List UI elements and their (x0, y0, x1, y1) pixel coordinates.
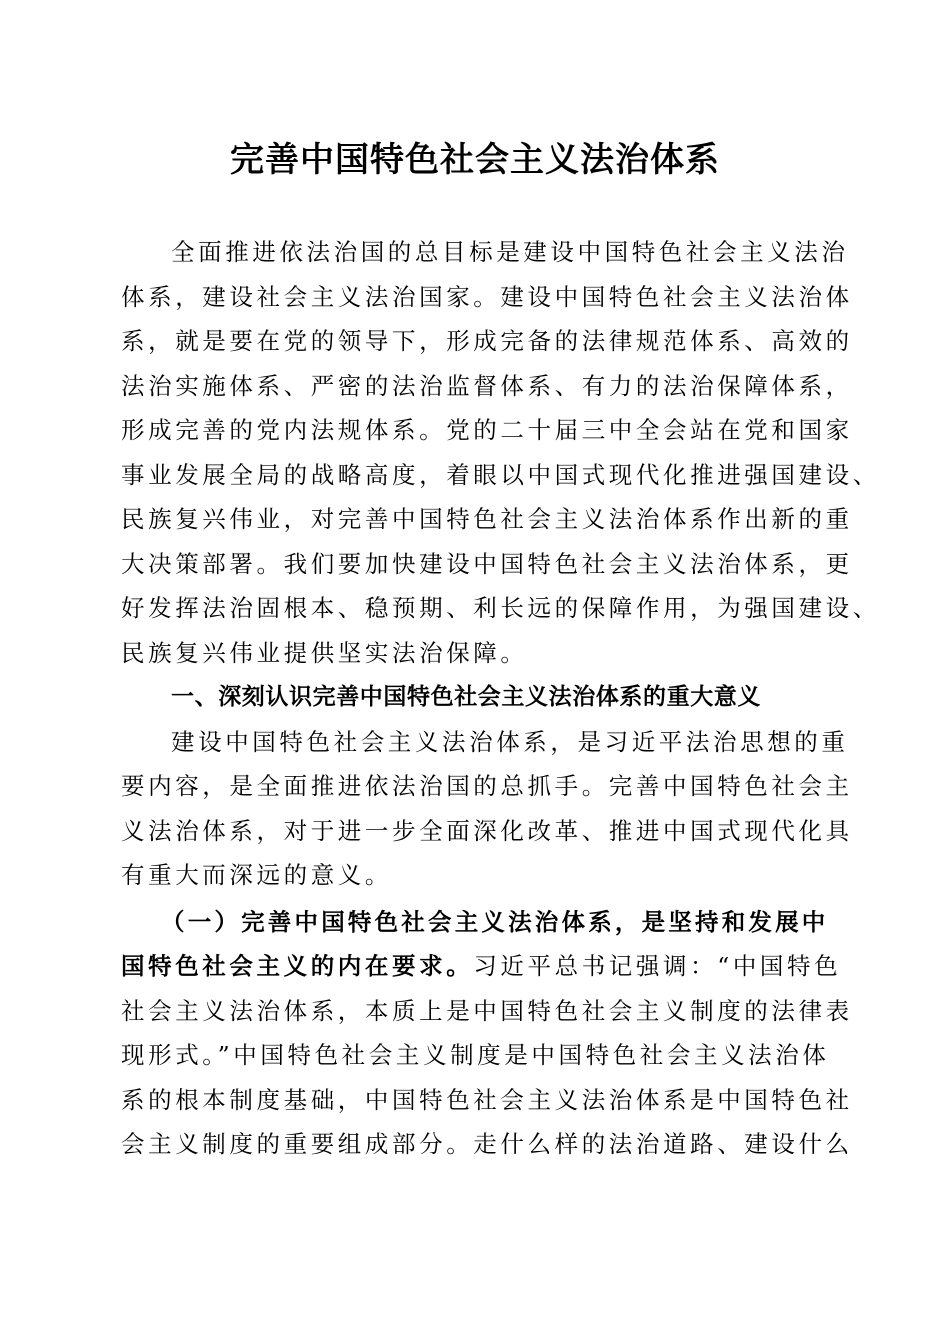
subsection-paragraph-line: 系的根本制度基础，中国特色社会主义法治体系是中国特色社 (121, 1085, 853, 1114)
document-body (121, 230, 880, 1167)
section-paragraph-line: 义法治体系，对于进一步全面深化改革、推进中国式现代化具 (121, 816, 853, 845)
intro-paragraph-line: 民族复兴伟业提供坚实法治保障。 (121, 638, 528, 667)
subsection-paragraph-line: 现形式。”中国特色社会主义制度是中国特色社会主义法治体 (121, 1041, 830, 1069)
intro-paragraph-line: 体系，建设社会主义法治国家。建设中国特色社会主义法治体 (121, 282, 853, 311)
intro-paragraph-line: 事业发展全局的战略高度，着眼以中国式现代化推进强国建设、 (121, 460, 880, 489)
subsection-paragraph-line (121, 944, 842, 989)
subsection-paragraph-line: 社会主义法治体系，本质上是中国特色社会主义制度的法律表 (121, 996, 853, 1025)
section-paragraph-line: 有重大而深远的意义。 (121, 861, 392, 889)
intro-paragraph-line: 大决策部署。我们要加快建设中国特色社会主义法治体系，更 (121, 549, 853, 578)
intro-paragraph-line: 法治实施体系、严密的法治监督体系、有力的法治保障体系， (121, 371, 853, 400)
section-paragraph-line: 要内容，是全面推进依法治国的总抓手。完善中国特色社会主 (121, 772, 853, 800)
intro-paragraph-line: 民族复兴伟业，对完善中国特色社会主义法治体系作出新的重 (121, 505, 853, 533)
subsection-text: 习近平总书记强调：“中国特色 (473, 952, 842, 980)
intro-paragraph-line: 系，就是要在党的领导下，形成完备的法律规范体系、高效的 (121, 327, 853, 355)
subsection-heading: （一）完善中国特色社会主义法治体系，是坚持和发展中 (161, 907, 829, 936)
subsection-heading-continued: 国特色社会主义的内在要求。 (121, 952, 474, 980)
intro-paragraph-line: 形成完善的党内法规体系。党的二十届三中全会站在党和国家 (121, 416, 853, 444)
section-heading: 一、深刻认识完善中国特色社会主义法治体系的重大意义 (171, 684, 761, 710)
intro-paragraph-line: 好发挥法治固根本、稳预期、利长远的保障作用，为强国建设、 (121, 594, 880, 622)
intro-paragraph-line: 全面推进依法治国的总目标是建设中国特色社会主义法治 (171, 238, 849, 266)
document-title: 完善中国特色社会主义法治体系 (230, 140, 720, 180)
section-paragraph-line: 建设中国特色社会主义法治体系，是习近平法治思想的重 (171, 727, 849, 756)
subsection-paragraph-line: 会主义制度的重要组成部分。走什么样的法治道路、建设什么 (121, 1130, 853, 1158)
